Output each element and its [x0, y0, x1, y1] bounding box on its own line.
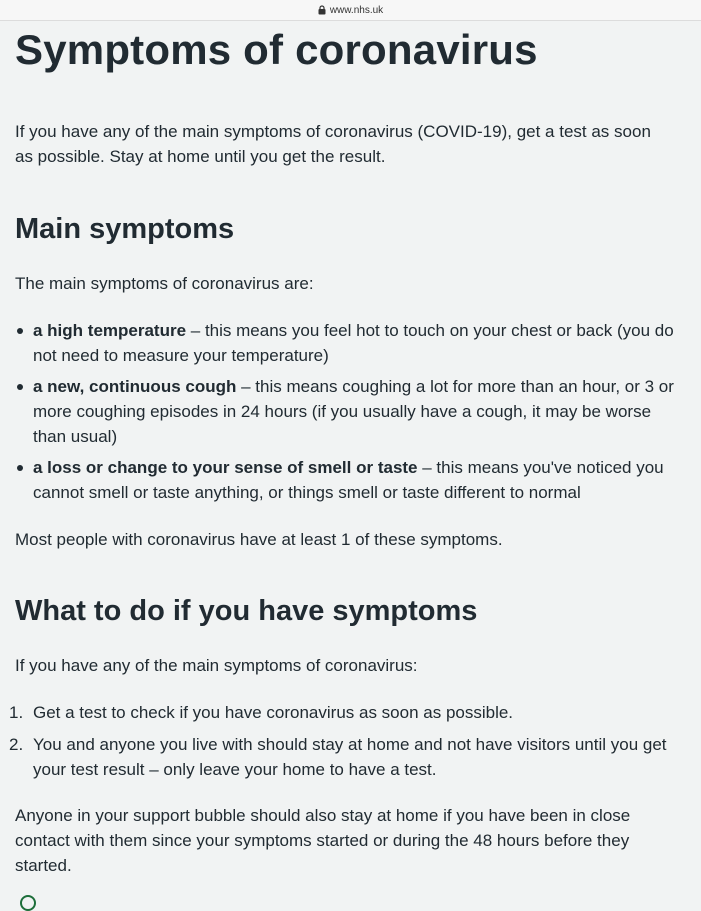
symptoms-note: Most people with coronavirus have at least 1 of these symptoms. [15, 530, 503, 549]
address-bar[interactable] [0, 0, 701, 21]
symptom-description: – this means you feel hot to touch on your chest or back (you do not need to measure your temperature) [33, 321, 674, 365]
page-title: Symptoms of coronavirus [15, 26, 538, 73]
symptom-name: a new, continuous cough [33, 377, 237, 396]
support-bubble-paragraph: Anyone in your support bubble should also stay at home if you have been in close contact with them since your symptoms started or during the 48 hours before they started. [15, 806, 631, 875]
step-number: 2. [9, 735, 24, 754]
url-text: www.nhs.uk [329, 4, 384, 16]
list-item [15, 455, 685, 505]
step-number: 1. [9, 703, 24, 722]
list-item [15, 318, 685, 368]
partial-icon [20, 895, 36, 911]
symptom-description: – this means you've noticed you cannot smell or taste anything, or things smell or taste different to normal [33, 458, 664, 502]
bullet-icon [17, 384, 23, 390]
main-symptoms-heading: Main symptoms [15, 213, 235, 245]
symptom-name: a loss or change to your sense of smell or taste [33, 458, 418, 477]
lock-icon [318, 5, 326, 15]
symptoms-list [15, 318, 685, 511]
what-to-do-lead: If you have any of the main symptoms of coronavirus: [15, 656, 418, 675]
main-symptoms-lead: The main symptoms of coronavirus are: [15, 274, 314, 293]
step-text: You and anyone you live with should stay at home and not have visitors until you get your test result – only leave your home to have a test. [33, 735, 667, 779]
symptom-name: a high temperature [33, 321, 187, 340]
symptom-description: – this means coughing a lot for more than an hour, or 3 or more coughing episodes in 24 hours (if you usually have a cough, it may be worse than usual) [33, 377, 674, 446]
list-item [9, 700, 685, 725]
step-text: Get a test to check if you have coronavirus as soon as possible. [33, 703, 514, 722]
steps-list [9, 700, 685, 789]
list-item [15, 374, 685, 449]
list-item [9, 732, 685, 782]
bullet-icon [17, 465, 23, 471]
what-to-do-heading: What to do if you have symptoms [15, 595, 478, 627]
intro-paragraph: If you have any of the main symptoms of coronavirus (COVID-19), get a test as soon as possible. Stay at home until you get the result. [15, 122, 651, 166]
bullet-icon [17, 328, 23, 334]
